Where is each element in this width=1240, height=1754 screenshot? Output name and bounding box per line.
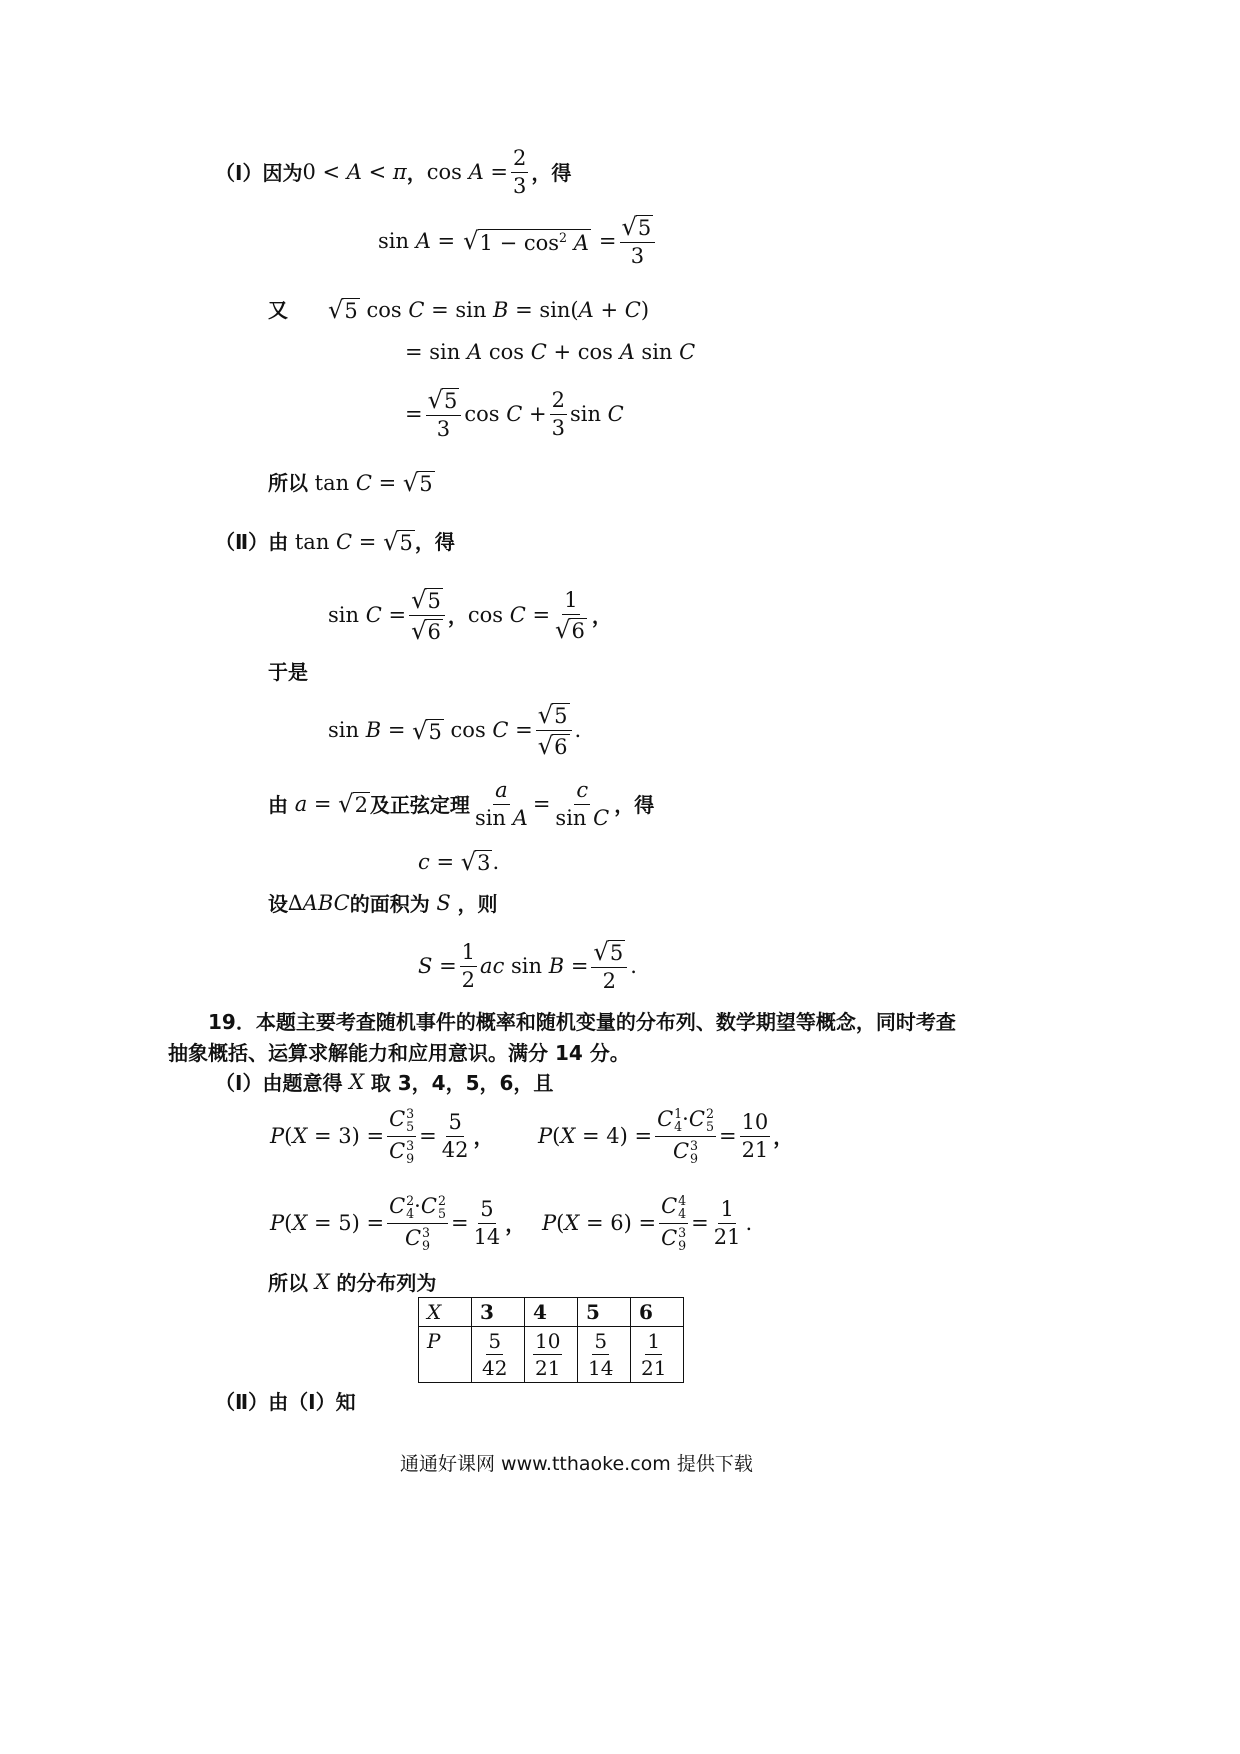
set-area-line: 设 ∆ABC 的面积为 S ， 则 xyxy=(268,891,498,916)
eq-also-line: 又 √ 5 cos C = sin B = sin(A + C) xyxy=(268,296,650,324)
eq-sinA: sin A = √ $1 - \cos^2 A$ = √ 5 3 xyxy=(378,215,658,267)
table-cell: 5 xyxy=(578,1298,631,1327)
eq-PX5: P(X = 5) = C 2 4 ·C 2 5 C 3 9 = $\frac{5}{14}$ ， xyxy=(270,1193,526,1253)
p19-part2-label: （Ⅱ） xyxy=(215,1390,269,1414)
dist-text-2: 的分布列为 xyxy=(336,1270,437,1295)
eq-c: c = √ 3 . xyxy=(418,848,500,876)
problem19-heading-1: 19．本题主要考查随机事件的概率和随机变量的分布列、数学期望等概念，同时考查 xyxy=(208,1010,956,1034)
from-a-text: 由 xyxy=(268,792,288,817)
area-text: 的面积为 xyxy=(349,891,430,916)
p19-part1-text: 由题意得 xyxy=(262,1070,343,1095)
table-row xyxy=(419,1327,684,1383)
thus-line xyxy=(268,662,308,682)
eq-sinC-cosC: sin C = √ 5 √ 6 ， cos C = 1 √ 6 ， xyxy=(328,586,612,646)
then-text: 则 xyxy=(477,891,498,916)
eq-area: S = $\frac{1}{2}$ ac sin B = √ 5 2 . xyxy=(418,938,637,994)
p19-part1-label: （Ⅰ） xyxy=(215,1070,263,1095)
table-cell: $\frac{10}{21}$ xyxy=(525,1327,578,1383)
from-text: 由 xyxy=(268,530,289,555)
part1-line1: （Ⅰ） 因为 0 < A < π ， cos A = $\frac{2}{3}$ ， 得 xyxy=(215,146,572,198)
frac-2-3: $\frac{2}{3}$ xyxy=(513,146,527,198)
get-text-2: 得 xyxy=(434,530,455,555)
table-row-label: X xyxy=(419,1298,472,1327)
eq-PX3: P(X = 3) = C 3 5 C 3 9 = $\frac{5}{42}$ ， xyxy=(270,1106,494,1166)
eq-expand: = sin A cos C + cos A sin C xyxy=(405,340,696,364)
part2-label: （Ⅱ） xyxy=(215,530,269,555)
distribution-table xyxy=(418,1297,684,1383)
p19-part2-text: 由（Ⅰ）知 xyxy=(268,1390,356,1414)
eq-sinB: sin B = √ 5 cos C = √ 5 √ 6 . xyxy=(328,701,582,761)
get-text: 得 xyxy=(551,160,572,185)
eq-PX6: P(X = 6) = C 4 4 C 3 9 = $\frac{1}{21}$ . xyxy=(542,1193,753,1253)
table-row-label: P xyxy=(419,1327,472,1383)
table-cell: 3 xyxy=(472,1298,525,1327)
set-text: 设 xyxy=(268,891,288,916)
part1-label: （Ⅰ） xyxy=(215,160,263,185)
dist-text: 所以 xyxy=(268,1270,308,1295)
part2-line1: （Ⅱ） 由 tan C = √ 5 ， 得 xyxy=(215,528,455,556)
problem19-heading-2: 抽象概括、运算求解能力和应用意识。满分 14 分。 xyxy=(168,1041,630,1065)
p19-take-text: 取 3，4，5，6，且 xyxy=(370,1070,554,1095)
sine-law-text: 及正弦定理 xyxy=(369,792,470,817)
table-cell: $\frac{1}{21}$ xyxy=(631,1327,684,1383)
eq-PX4: P(X = 4) = C 1 4 ·C 2 5 C 3 9 = $\frac{10}{21}$ ， xyxy=(538,1106,794,1166)
so-text: 所以 xyxy=(268,471,308,496)
sine-law-line: 由 a = √ 2 及正弦定理 $\frac{a}{\text{sin A}}$ = $\frac{c}{\text{sin C}}$ ， 得 xyxy=(268,778,655,830)
math-cosA: cos A = xyxy=(426,160,509,184)
table-cell: $\frac{5}{42}$ xyxy=(472,1327,525,1383)
get-text-3: 得 xyxy=(634,792,655,817)
table-row xyxy=(419,1298,684,1327)
eq-substitute: = √ 5 3 cos C + $\frac{2}{3}$ sin C xyxy=(405,386,624,442)
also-text: 又 xyxy=(268,298,288,323)
table-cell: 6 xyxy=(631,1298,684,1327)
footer-text: 通通好课网 www.tthaoke.com 提供下载 xyxy=(400,1453,753,1475)
eq-tanC: 所以 tan C = √ 5 xyxy=(268,469,433,497)
dist-line: 所以 X 的分布列为 xyxy=(268,1270,437,1295)
because-text: 因为 xyxy=(262,160,303,185)
math-angle-range: 0 < A < π xyxy=(302,160,407,184)
problem19-part1-line: （Ⅰ） 由题意得 X 取 3，4，5，6，且 xyxy=(215,1070,554,1095)
table-cell: 4 xyxy=(525,1298,578,1327)
thus-text: 于是 xyxy=(268,660,308,684)
table-cell: $\frac{5}{14}$ xyxy=(578,1327,631,1383)
problem19-part2-line xyxy=(215,1392,356,1412)
